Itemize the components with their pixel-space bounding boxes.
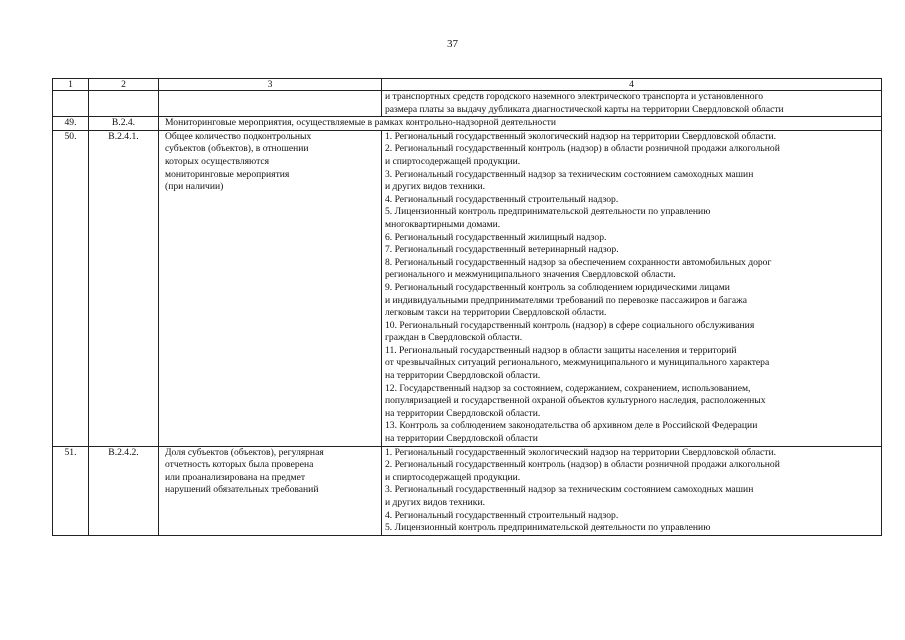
- text-line: 12. Государственный надзор за состоянием, содержанием, сохранением, использованием,: [385, 382, 751, 394]
- text-line: отчетность которых была проверена: [165, 459, 314, 471]
- row-code: B.2.4.2.: [89, 446, 159, 535]
- text-line: 4. Региональный государственный строительный надзор.: [385, 509, 619, 521]
- header-col-3: 3: [159, 79, 382, 91]
- text-line: и транспортных средств городского наземного электрического транспорта и установленного: [385, 91, 764, 102]
- text-line: размера платы за выдачу дубликата диагностической карты на территории Свердловской области: [385, 103, 784, 115]
- text-line: 5. Лицензионный контроль предпринимательской деятельности по управлению: [385, 522, 711, 534]
- row-number: 49.: [53, 117, 89, 131]
- text-line: граждан в Свердловской области.: [385, 332, 523, 344]
- text-line: 4. Региональный государственный строительный надзор.: [385, 193, 619, 205]
- text-line: от чрезвычайных ситуаций регионального, межмуниципального и муниципального характера: [385, 357, 770, 369]
- table-row-50: [53, 130, 882, 446]
- control-types-list: [382, 446, 882, 535]
- text-line: субъектов (объектов), в отношении: [165, 143, 309, 155]
- text-line: популяризацией и государственной охраной объектов культурного наследия, расположенных: [385, 395, 766, 407]
- text-line: 13. Контроль за соблюдением законодательства об архивном деле в Российской Федерации: [385, 420, 758, 432]
- text-line: 2. Региональный государственный контроль (надзор) в области розничной продажи алкогольной: [385, 143, 780, 155]
- indicator-description: [159, 130, 382, 446]
- table-header-row: [53, 79, 882, 91]
- text-line: на территории Свердловской области.: [385, 370, 541, 382]
- header-col-1: 1: [53, 79, 89, 91]
- table-row-continuation: [53, 91, 882, 117]
- text-line: легковым такси на территории Свердловской области.: [385, 307, 607, 319]
- text-line: 3. Региональный государственный надзор за техническим состоянием самоходных машин: [385, 484, 754, 496]
- text-line: Общее количество подконтрольных: [165, 130, 312, 142]
- header-col-4: 4: [382, 79, 882, 91]
- text-line: 10. Региональный государственный контроль (надзор) в сфере социального обслуживания: [385, 319, 755, 331]
- text-line: 9. Региональный государственный контроль за соблюдением юридическими лицами: [385, 281, 730, 293]
- text-line: регионального и межмуниципального значения Свердловской области.: [385, 269, 676, 281]
- text-line: и спиртосодержащей продукции.: [385, 155, 521, 167]
- text-line: которых осуществляются: [165, 155, 270, 167]
- text-line: 7. Региональный государственный ветеринарный надзор.: [385, 244, 619, 256]
- text-line: и других видов техники.: [385, 181, 485, 193]
- text-line: 6. Региональный государственный жилищный надзор.: [385, 231, 607, 243]
- page-number: 37: [447, 38, 458, 50]
- row-code: B.2.4.: [89, 117, 159, 131]
- row-code: B.2.4.1.: [89, 130, 159, 446]
- text-line: и спиртосодержащей продукции.: [385, 471, 521, 483]
- text-line: многоквартирными домами.: [385, 218, 501, 230]
- table-row-51: [53, 446, 882, 535]
- indicators-table: [52, 78, 882, 536]
- control-types-list: [382, 130, 882, 446]
- header-col-2: 2: [89, 79, 159, 91]
- continuation-text-cell: [382, 91, 882, 117]
- row-number: 50.: [53, 130, 89, 446]
- section-title: Мониторинговые мероприятия, осуществляемые в рамках контрольно-надзорной деятельности: [159, 117, 882, 131]
- text-line: 1. Региональный государственный экологический надзор на территории Свердловской области.: [385, 446, 777, 458]
- text-line: или проанализирована на предмет: [165, 471, 306, 483]
- text-line: 1. Региональный государственный экологический надзор на территории Свердловской области.: [385, 130, 777, 142]
- indicator-description: [159, 446, 382, 535]
- text-line: 3. Региональный государственный надзор за техническим состоянием самоходных машин: [385, 168, 754, 180]
- text-line: и других видов техники.: [385, 497, 485, 508]
- text-line: 2. Региональный государственный контроль (надзор) в области розничной продажи алкогольной: [385, 459, 780, 471]
- text-line: на территории Свердловской области.: [385, 407, 541, 419]
- row-number: 51.: [53, 446, 89, 535]
- text-line: нарушений обязательных требований: [165, 484, 319, 496]
- text-line: на территории Свердловской области: [385, 433, 538, 445]
- continuation-desc-cell: [159, 91, 382, 117]
- table-row-49: [53, 117, 882, 131]
- continuation-num-cell: [53, 91, 89, 117]
- text-line: Доля субъектов (объектов), регулярная: [165, 446, 324, 458]
- text-line: мониторинговые мероприятия: [165, 168, 290, 180]
- text-line: 8. Региональный государственный надзор за обеспечением сохранности автомобильных дорог: [385, 256, 772, 268]
- text-line: и индивидуальными предпринимателями требований по перевозке пассажиров и багажа: [385, 294, 747, 306]
- text-line: 5. Лицензионный контроль предпринимательской деятельности по управлению: [385, 206, 711, 218]
- text-line: (при наличии): [165, 181, 224, 193]
- text-line: 11. Региональный государственный надзор в области защиты населения и территорий: [385, 344, 737, 356]
- continuation-code-cell: [89, 91, 159, 117]
